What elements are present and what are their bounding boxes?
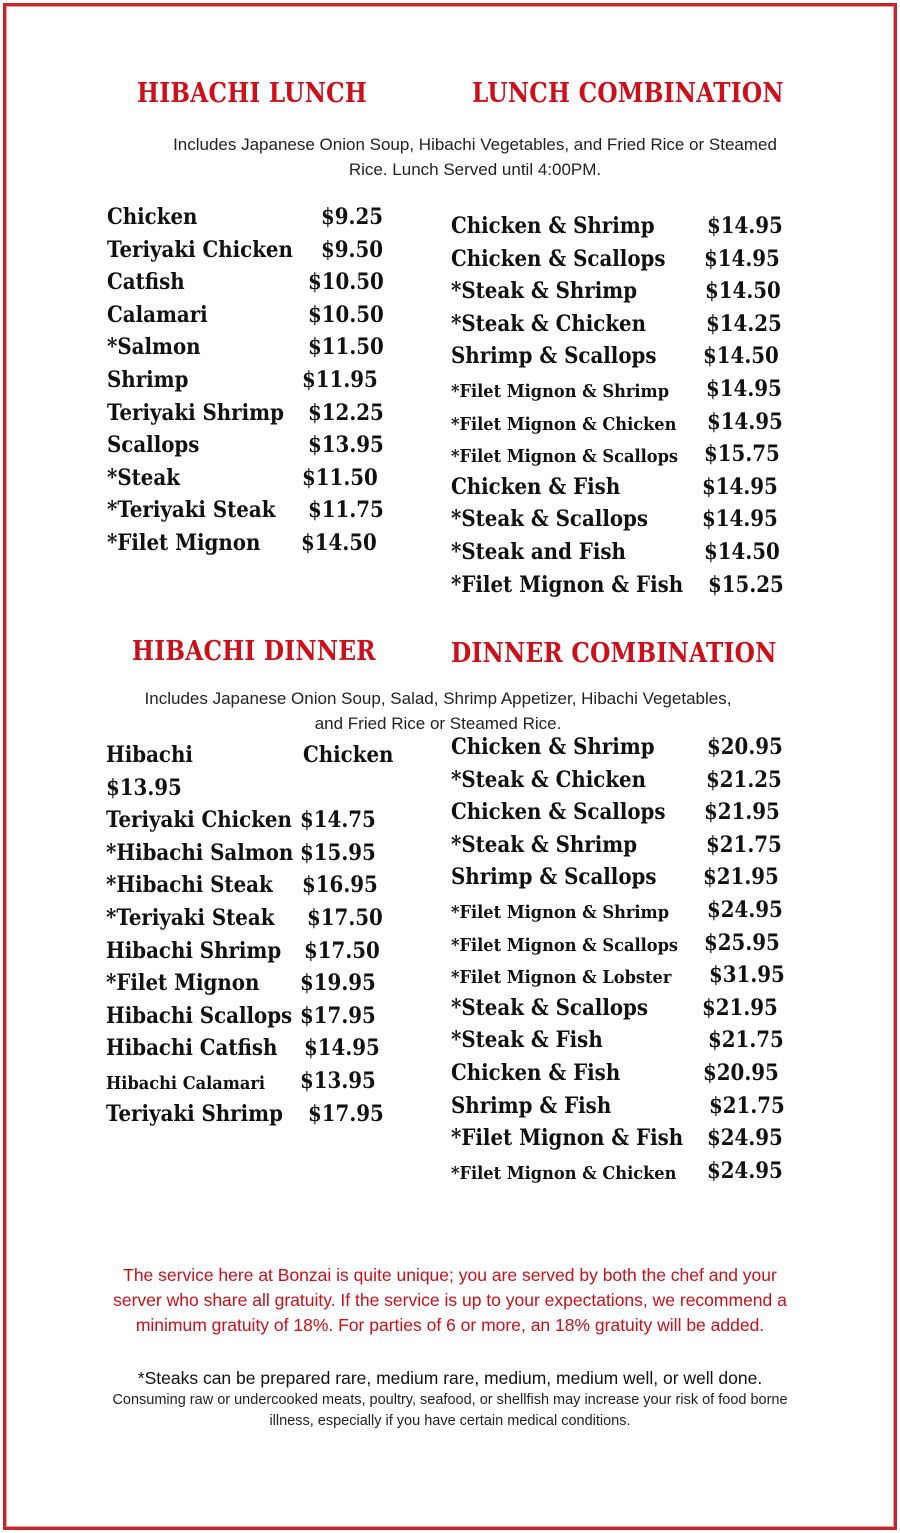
menu-item-name: Chicken & Shrimp	[451, 734, 655, 760]
menu-item-name: Chicken & Scallops	[451, 799, 666, 826]
menu-item-name: Chicken & Shrimp	[451, 213, 655, 239]
hibachi-dinner-heading: HIBACHI DINNER	[132, 636, 376, 667]
menu-item-name: Calamari	[107, 301, 208, 328]
menu-item-price: $14.50	[705, 278, 781, 305]
menu-item-name: *Filet Mignon & Chicken	[451, 413, 677, 435]
menu-item-name: *Steak & Fish	[451, 1027, 603, 1054]
menu-item-price: $24.95	[707, 1157, 783, 1184]
menu-item-name: Hibachi Scallops	[106, 1002, 293, 1029]
menu-item-name: Chicken & Fish	[451, 473, 621, 500]
menu-item-name: *Steak & Shrimp	[451, 831, 638, 858]
menu-item-price: $24.95	[707, 1125, 783, 1152]
menu-item-price: $14.95	[707, 408, 783, 435]
menu-item-name: Shrimp & Fish	[451, 1092, 612, 1119]
menu-item-name: Catfish	[107, 269, 185, 296]
menu-item-price: $9.50	[321, 236, 384, 263]
menu-item-price: $14.95	[707, 213, 783, 239]
food-safety-warning: Consuming raw or undercooked meats, poultry, seafood, or shellfish may increase your risk of food borne illness, especially if you have certain medical conditions.	[112, 1392, 788, 1429]
menu-item-name: *Filet Mignon	[106, 970, 260, 997]
menu-item-price: $11.75	[308, 497, 384, 524]
steak-doneness-note: *Steaks can be prepared rare, medium rare, medium, medium well, or well done.	[137, 1368, 763, 1388]
menu-item-name: *Hibachi Steak	[106, 872, 273, 899]
menu-item-price: $11.50	[308, 334, 384, 361]
menu-item-price: $12.25	[308, 399, 384, 426]
menu-item-price: $15.75	[704, 441, 780, 468]
menu-item-price: $14.50	[704, 539, 780, 565]
menu-item-price: $20.95	[707, 734, 783, 760]
dinner-combination-heading: DINNER COMBINATION	[451, 638, 777, 669]
menu-item-name: Hibachi	[106, 742, 193, 768]
menu-item-price: $14.95	[706, 376, 782, 402]
menu-item-price: $10.50	[308, 269, 384, 296]
menu-item-price: $16.95	[302, 872, 378, 899]
menu-item-name: *Filet Mignon & Shrimp	[451, 902, 670, 923]
menu-item-price: $13.95	[106, 774, 182, 801]
menu-item-name: *Filet Mignon & Lobster	[451, 967, 672, 989]
menu-item-price: $21.75	[706, 831, 782, 858]
menu-item-price: $24.95	[707, 897, 783, 923]
menu-item-price: $10.50	[308, 301, 384, 328]
menu-item-price: $14.50	[703, 343, 779, 370]
lunch-combination-heading: LUNCH COMBINATION	[472, 78, 784, 109]
menu-item-name: Teriyaki Shrimp	[106, 1100, 283, 1127]
menu-item-price: $14.25	[706, 310, 782, 337]
menu-item-name: Shrimp & Scallops	[451, 864, 657, 891]
menu-item-name: *Steak & Chicken	[451, 310, 647, 337]
menu-item-price: $15.25	[708, 571, 784, 598]
menu-item-name: *Steak & Scallops	[451, 994, 649, 1021]
menu-item-name: Chicken & Fish	[451, 1060, 621, 1086]
menu-item-name: *Teriyaki Steak	[106, 905, 275, 931]
menu-item-price: $21.95	[703, 864, 779, 891]
menu-item-name: *Filet Mignon	[107, 530, 261, 556]
menu-item-price: $20.95	[703, 1060, 779, 1086]
menu-item-name: *Teriyaki Steak	[107, 497, 276, 524]
menu-item-price: $17.50	[304, 937, 380, 964]
menu-item-name: Teriyaki Shrimp	[107, 399, 284, 426]
menu-item-price: $14.75	[300, 807, 376, 834]
menu-item-price: $11.95	[302, 367, 378, 393]
menu-item-price: $21.75	[708, 1027, 784, 1054]
menu-item-price: $17.95	[300, 1002, 376, 1029]
menu-item-price: $14.50	[301, 530, 377, 556]
menu-item-name: Teriyaki Chicken	[107, 236, 293, 263]
menu-item-name: Chicken & Scallops	[451, 245, 666, 272]
menu-item-price: $21.75	[709, 1092, 785, 1119]
menu-item-name: Chicken	[107, 204, 198, 230]
menu-item-name: *Hibachi Salmon	[106, 839, 294, 866]
menu-item-price: $14.95	[702, 473, 778, 500]
menu-item-price: $21.25	[706, 766, 782, 793]
menu-item-price: $9.25	[321, 204, 384, 230]
menu-item-price: $15.95	[300, 839, 376, 866]
menu-item-name: Shrimp	[107, 367, 189, 393]
menu-item-price: Chicken	[303, 742, 394, 768]
menu-item-name: *Salmon	[107, 334, 201, 361]
menu-item-name: Teriyaki Chicken	[106, 807, 292, 834]
menu-item-name: Hibachi Catfish	[106, 1035, 278, 1062]
menu-item-price: $13.95	[308, 432, 384, 459]
hibachi-lunch-heading: HIBACHI LUNCH	[137, 78, 368, 109]
menu-item-name: *Filet Mignon & Fish	[451, 1125, 684, 1152]
menu-item-price: $19.95	[300, 970, 376, 997]
menu-item-price: $21.95	[702, 994, 778, 1021]
menu-item-price: $13.95	[300, 1068, 376, 1094]
menu-item-name: Scallops	[107, 432, 200, 459]
menu-item-name: *Steak & Shrimp	[451, 278, 638, 305]
menu-item-price: $17.50	[307, 905, 383, 931]
menu-item-price: $14.95	[704, 245, 780, 272]
menu-item-name: Shrimp & Scallops	[451, 343, 657, 370]
menu-item-name: *Steak & Scallops	[451, 506, 649, 533]
menu-item-price: $17.95	[308, 1100, 384, 1127]
lunch-note: Includes Japanese Onion Soup, Hibachi Vegetables, and Fried Rice or Steamed Rice. Lunch Served until 4:00PM.	[173, 135, 777, 179]
menu-item-price: $14.95	[702, 506, 778, 533]
menu-item-price: $21.95	[704, 799, 780, 826]
menu-item-name: Hibachi Calamari	[106, 1073, 266, 1094]
menu-item-price: $11.50	[302, 464, 378, 491]
menu-item-name: *Steak and Fish	[451, 539, 626, 565]
menu-item-price: $25.95	[704, 929, 780, 956]
menu-item-name: *Filet Mignon & Chicken	[451, 1162, 677, 1184]
menu-item-name: *Filet Mignon & Fish	[451, 571, 684, 598]
menu-item-price: $31.95	[709, 962, 785, 989]
menu-item-price: $14.95	[304, 1035, 380, 1062]
dinner-note: Includes Japanese Onion Soup, Salad, Shrimp Appetizer, Hibachi Vegetables, and Fried Rice or Steamed Rice.	[144, 689, 732, 733]
menu-item-name: *Steak & Chicken	[451, 766, 647, 793]
menu-item-name: *Steak	[107, 464, 180, 491]
menu-item-name: *Filet Mignon & Scallops	[451, 934, 679, 956]
gratuity-notice: The service here at Bonzai is quite unique; you are served by both the chef and your server who share all gratuity. If the service is up to your expectations, we recommend a minimum gratuity of 18%. For parties of 6 or more, an 18% gratuity will be added.	[113, 1265, 787, 1335]
menu-item-name: *Filet Mignon & Shrimp	[451, 381, 670, 402]
menu-item-name: *Filet Mignon & Scallops	[451, 446, 679, 468]
menu-item-name: Hibachi Shrimp	[106, 937, 282, 964]
